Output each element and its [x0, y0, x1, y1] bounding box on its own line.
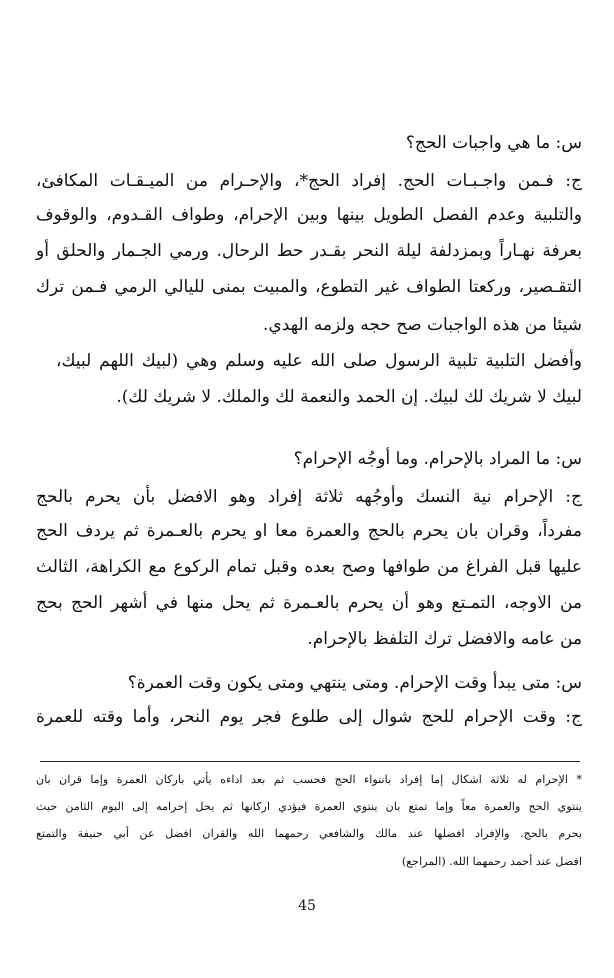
answer-line: من الاوجه، التمـتع وهو أن يحرم بالعـمرة ثم يحل منها في أشهر الحج بحج [36, 593, 582, 613]
answer-line: عليها قبل الفراغ من طوافها وصح بعده وقبل تمام الركوع مع الكراهة، الثالث [36, 557, 582, 577]
footnote-line: ينتوي الحج والعمرة معاً وإما تمتع بان ينتوي العمرة فيؤدي اركانها ثم يحل إحرامه إلى اليوم الثامن حيث [36, 800, 582, 813]
page-number: 45 [298, 898, 316, 914]
footnote-divider [40, 761, 580, 762]
answer-line: التقـصير، وركعتا الطواف غير التطوع، والمبيت بمنى لليالي الرمي فـمن ترك [36, 277, 582, 297]
answer-line: مفرداً، وقران بان يحرم بالحج والعمرة معا او يحرم بالعـمرة ثم يردف الحج [36, 521, 582, 541]
answer-line: من عامه والافضل ترك التلفظ بالإحرام. [307, 629, 582, 649]
talbiya-line: وأفضل التلبية تلبية الرسول صلى الله عليه وسلم وهي (لبيك اللهم لبيك، [56, 351, 582, 371]
answer-line: ج: وقت الإحرام للحج شوال إلى طلوع فجر يوم النحر، وأما وقته للعمرة [36, 707, 582, 727]
question-wajibat: س: ما هي واجبات الحج؟ [405, 133, 582, 153]
question-ihram-time: س: متى يبدأ وقت الإحرام. ومتى ينتهي ومتى يكون وقت العمرة؟ [127, 673, 582, 693]
answer-line: ج: فـمن واجـبـات الحج. إفراد الحج*، والإحـرام من الميـقـات المكافئ، [36, 171, 582, 191]
answer-line: والتلبية وعدم الفصل الطويل بينها وبين الإحرام، وطواف القـدوم، والوقوف [36, 205, 582, 225]
footnote-line: * الإحرام له ثلاثة اشكال إما إفراد بانتواء الحج فحسب ثم بعد اداءه يأتي باركان العمرة وإما قران بان [36, 773, 582, 786]
answer-line: شيئا من هذه الواجبات صح حجه ولزمه الهدي. [263, 315, 582, 335]
answer-line: ج: الإحرام نية النسك وأوجُهه ثلاثة إفراد وهو الافضل بأن يحرم بالحج [36, 487, 582, 507]
footnote-line: افضل عند أحمد رحمهما الله. (المراجع) [401, 855, 582, 868]
footnote-line: يحرم بالحج. والإفراد افضلها عند مالك والشافعي رحمهما الله والقران افضل عن أبي حنيفة والتمتع [36, 827, 582, 840]
talbiya-line: لبيك لا شريك لك لبيك. إن الحمد والنعمة لك والملك. لا شريك لك). [116, 387, 582, 407]
answer-line: بعرفة نهـاراً وبمزدلفة ليلة النحر بقـدر حط الرحال. ورمي الجـمار والحلق أو [36, 241, 582, 261]
question-ihram: س: ما المراد بالإحرام. وما أوجُه الإحرام؟ [293, 449, 582, 469]
